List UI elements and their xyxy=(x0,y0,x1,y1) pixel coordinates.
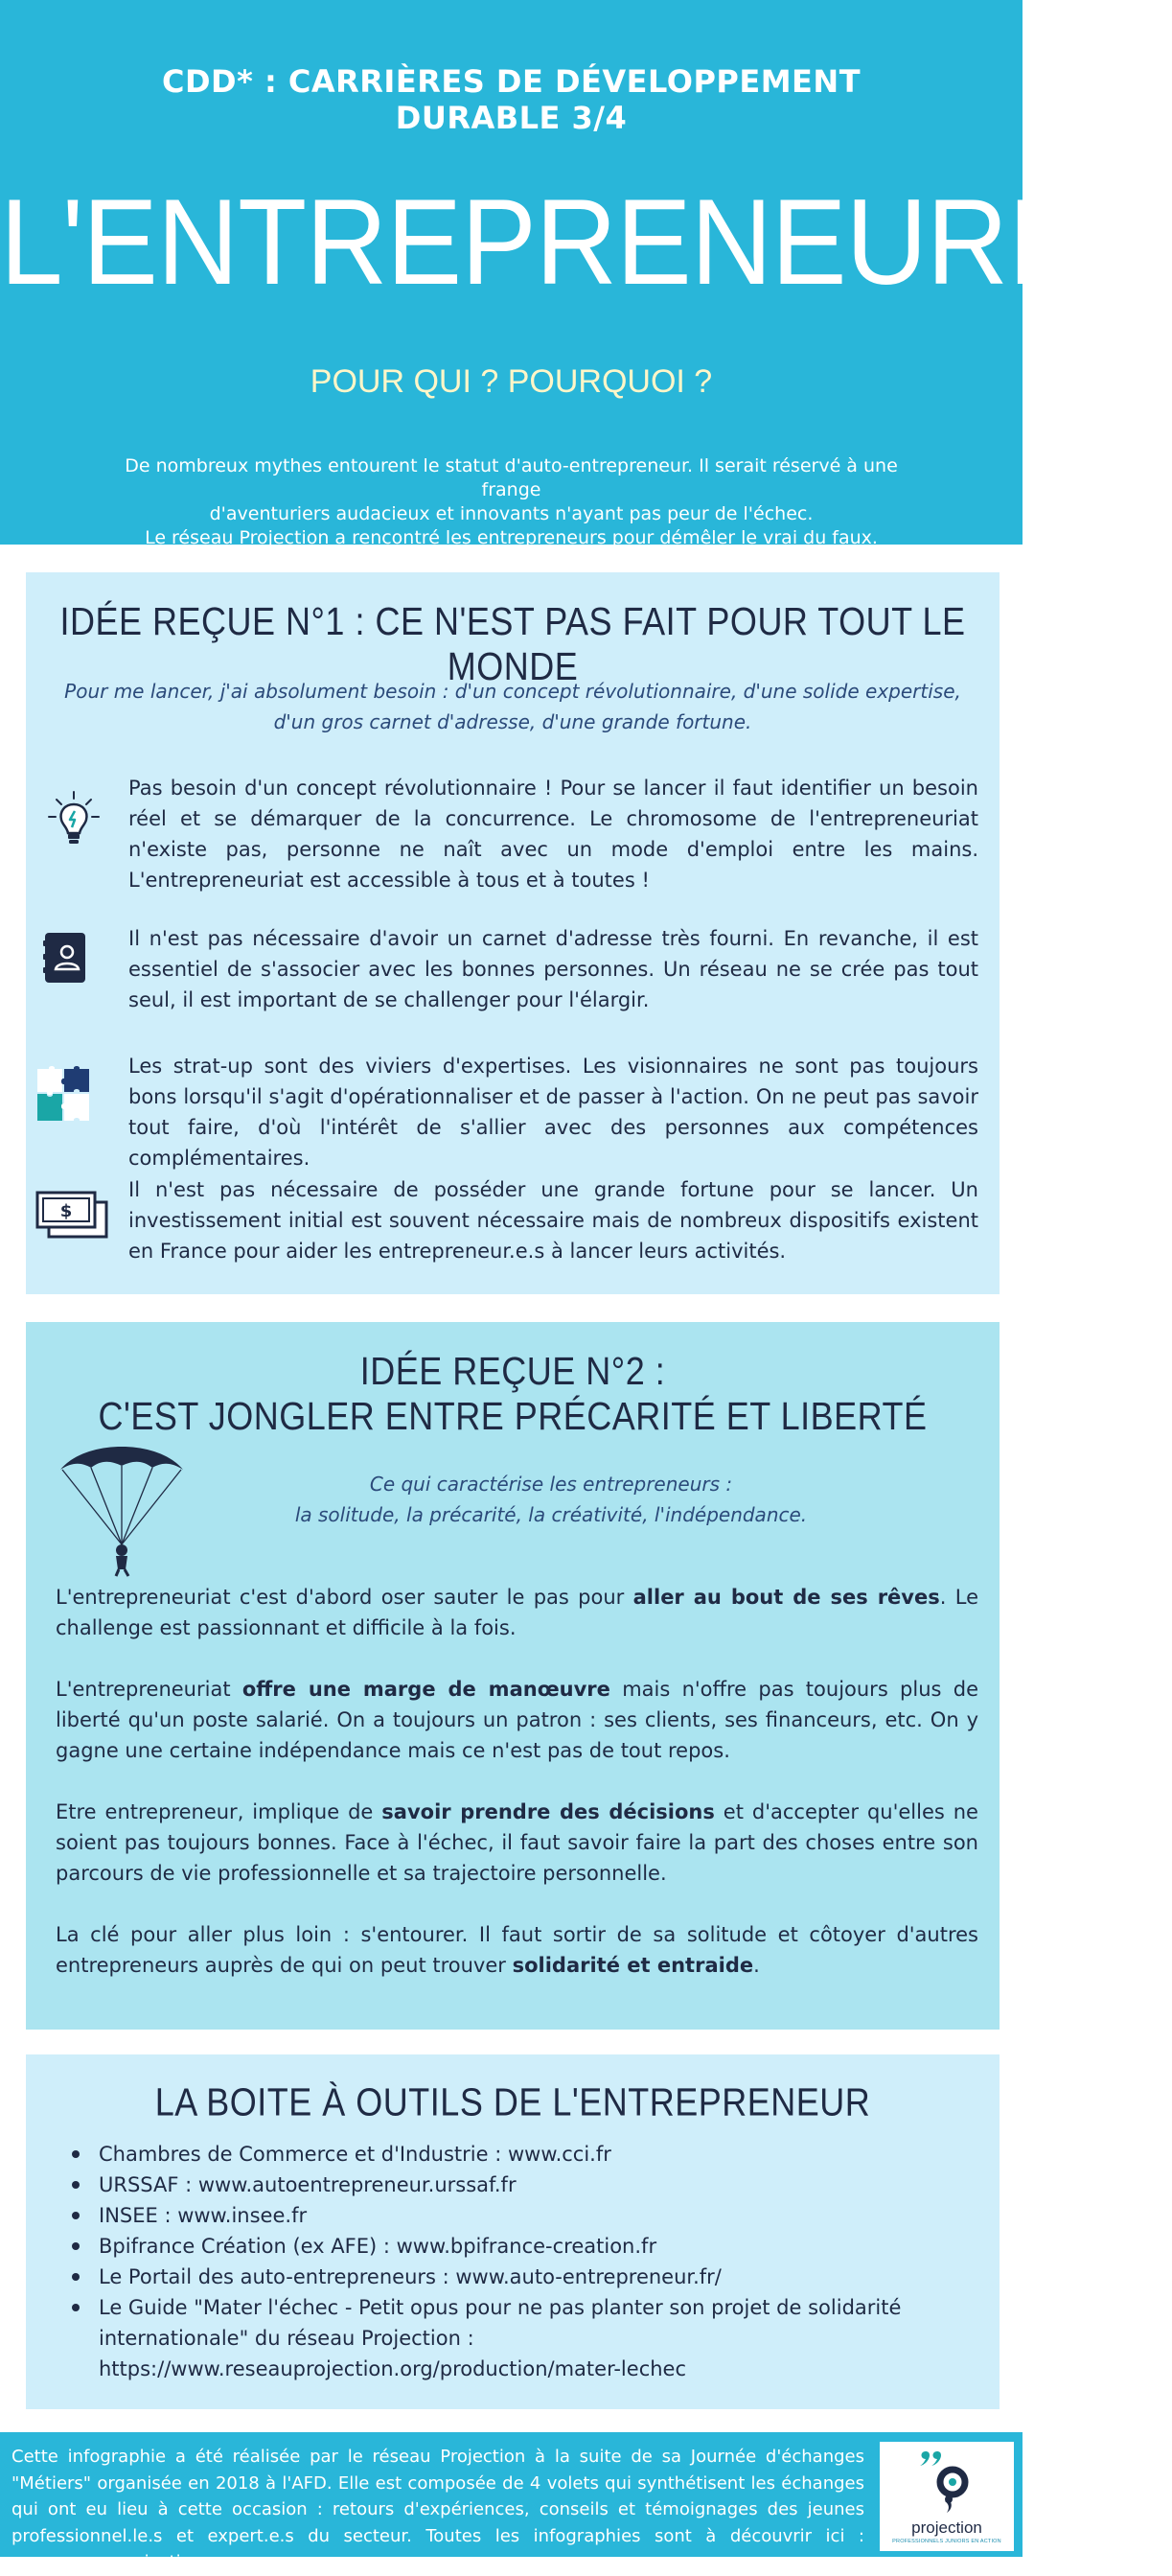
myth2-paragraph-1: L'entrepreneuriat c'est d'abord oser sauter le pas pour aller au bout de ses rêves. Le challenge est passionnant et difficile à la fois. xyxy=(56,1586,978,1639)
series-title xyxy=(0,63,1023,136)
series-title-line2: DURABLE 3/4 xyxy=(395,100,628,136)
main-title: L'ENTREPRENEURIAT xyxy=(0,174,1172,312)
projection-logo-tagline: PROFESSIONNELS JUNIORS EN ACTION xyxy=(892,2539,1001,2544)
myth2-title-line1: IDÉE REÇUE N°2 : xyxy=(359,1348,666,1393)
myth2-lead-line1: Ce qui caractérise les entrepreneurs : xyxy=(369,1473,733,1496)
intro-text xyxy=(115,454,908,550)
address-book-icon xyxy=(41,931,89,985)
projection-logo xyxy=(880,2442,1014,2551)
money-icon xyxy=(34,1189,110,1241)
parachute-icon xyxy=(57,1437,187,1577)
intro-line: d'aventuriers audacieux et innovants n'ayant pas peur de l'échec. xyxy=(209,503,814,524)
myth1-point-text: Pas besoin d'un concept révolutionnaire ! Pour se lancer il faut identifier un besoin réel et se démarquer de la concurrence. Le chromosome de l'entrepreneuriat n'existe pas, personne ne naît avec un mode d'emploi entre les mains. L'entrepreneuriat est accessible à tous et à toutes ! xyxy=(128,777,978,892)
myth1-lead: Pour me lancer, j'ai absolument besoin : d'un concept révolutionnaire, d'une solide expertise, d'un gros carnet d'adresse, d'une grande fortune. xyxy=(64,680,961,733)
myth1-title: IDÉE REÇUE N°1 : CE N'EST PAS FAIT POUR TOUT LE MONDE xyxy=(59,598,966,688)
intro-line: Le réseau Projection a rencontré les entrepreneurs pour démêler le vrai du faux. xyxy=(145,527,878,548)
myth2-panel xyxy=(26,1322,1000,2030)
myth2-title-line2: C'EST JONGLER ENTRE PRÉCARITÉ ET LIBERTÉ xyxy=(98,1394,928,1438)
projection-logo-name: projection xyxy=(911,2518,982,2537)
myth2-paragraph-3: Etre entrepreneur, implique de savoir prendre des décisions et d'accepter qu'elles ne soient pas toujours bonnes. Face à l'échec, il faut savoir faire la part des choses entre son parcours de vie professionnelle et sa trajectoire personnelle. xyxy=(56,1800,978,1885)
myth2-paragraph-4: La clé pour aller plus loin : s'entourer. Il faut sortir de sa solitude et côtoyer d'autres entrepreneurs auprès de qui on peut trouver solidarité et entraide. xyxy=(56,1923,978,1977)
toolbox-item: Chambres de Commerce et d'Industrie : www.cci.fr xyxy=(64,2139,975,2170)
series-title-line1: CDD* : CARRIÈRES DE DÉVELOPPEMENT xyxy=(161,63,862,100)
myth1-point-2 xyxy=(128,923,978,1015)
footer xyxy=(0,2432,1023,2572)
intro-line: De nombreux mythes entourent le statut d'auto-entrepreneur. Il serait réservé à une frange xyxy=(125,455,898,500)
toolbox-item: URSSAF : www.autoentrepreneur.urssaf.fr xyxy=(64,2170,975,2200)
footer-credits: Cette infographie a été réalisée par le réseau Projection à la suite de sa Journée d'échanges "Métiers" organisée en 2018 à l'AFD. Elle est composée de 4 volets qui synthétisent les échanges qui ont eu lieu à cette occasion : retours d'expériences, conseils et témoignages des jeunes professionnel.le.s et expert.e.s du secteur. Toutes les infographies sont à découvrir ici : www.reseauprojection.org xyxy=(11,2447,864,2572)
toolbox-item: Le Portail des auto-entrepreneurs : www.auto-entrepreneur.fr/ xyxy=(64,2262,975,2292)
toolbox-item: INSEE : www.insee.fr xyxy=(64,2200,975,2231)
lightbulb-icon xyxy=(45,788,103,853)
myth1-point-text: Les strat-up sont des viviers d'expertises. Les visionnaires ne sont pas toujours bons lorsqu'il s'agit d'opérationnaliser et de passer à l'action. On ne peut pas savoir tout faire, d'où l'intérêt de s'allier avec des personnes aux compétences complémentaires. xyxy=(128,1055,978,1170)
subtitle: POUR QUI ? POURQUOI ? xyxy=(310,363,713,400)
myth2-title xyxy=(26,1349,1000,1439)
toolbox-item: Bpifrance Création (ex AFE) : www.bpifrance-creation.fr xyxy=(64,2231,975,2262)
myth1-point-text: Il n'est pas nécessaire d'avoir un carnet d'adresse très fourni. En revanche, il est essentiel de s'associer avec les bonnes personnes. Un réseau ne se crée pas tout seul, il est important de se challenger pour l'élargir. xyxy=(128,927,978,1011)
puzzle-icon xyxy=(35,1065,91,1125)
header-banner xyxy=(0,0,1172,548)
svg-text:$: $ xyxy=(59,1201,73,1221)
toolbox-item: Le Guide "Mater l'échec - Petit opus pour ne pas planter son projet de solidarité internationale" du réseau Projection : https://www.reseauprojection.org/production/mater-lechec xyxy=(64,2292,975,2384)
myth2-paragraph-2: L'entrepreneuriat offre une marge de manœuvre mais n'offre pas toujours plus de liberté qu'un poste salarié. On a toujours un patron : ses clients, ses financeurs, etc. On y gagne une certaine indépendance mais ce n'est pas de tout repos. xyxy=(56,1678,978,1762)
toolbox-list xyxy=(64,2139,975,2384)
myth2-lead xyxy=(179,1469,923,1530)
myth1-point-1 xyxy=(128,773,978,895)
myth1-point-4 xyxy=(128,1174,978,1266)
toolbox-panel xyxy=(26,2054,1000,2409)
myth2-lead-line2: la solitude, la précarité, la créativité, l'indépendance. xyxy=(294,1503,808,1526)
myth1-point-text: Il n'est pas nécessaire de posséder une grande fortune pour se lancer. Un investissement initial est souvent nécessaire mais de nombreux dispositifs existent en France pour aider les entrepreneur.e.s à lancer leurs activités. xyxy=(128,1178,978,1263)
projection-logo-icon xyxy=(916,2446,977,2518)
toolbox-title: LA BOITE À OUTILS DE L'ENTREPRENEUR xyxy=(154,2079,871,2124)
myth1-point-3 xyxy=(128,1051,978,1173)
myth1-panel xyxy=(26,572,1000,1294)
